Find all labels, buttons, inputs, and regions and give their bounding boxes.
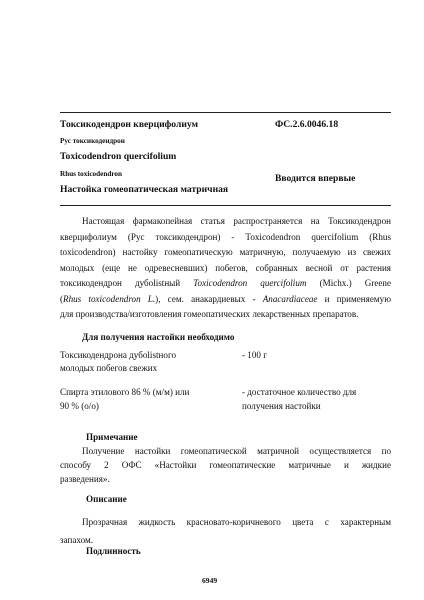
note-line: разведения».: [60, 474, 110, 484]
intro-text: (: [60, 293, 64, 304]
synonym-ru: Рус токсикодендрон: [60, 137, 125, 145]
note-heading: Примечание: [86, 432, 138, 442]
description-paragraph: [60, 513, 391, 549]
intro-line: Настоящая фармакопейная статья распространяется на Токсикодендрон: [82, 216, 391, 226]
intro-line: toxicodendron) настойку гомеопатическую матричную, получаемую из свежих: [60, 247, 391, 257]
authenticity-heading: Подлинность: [86, 546, 141, 556]
intro-line: для производства/изготовления гомеопатических лекарственных препаратов.: [60, 309, 359, 319]
intro-text: ), сем. анакардиевых -: [155, 293, 263, 304]
recipe-item2-name: 90 % (о/о): [60, 401, 99, 411]
description-heading: Описание: [86, 494, 127, 504]
intro-line: [60, 276, 391, 292]
note-line: Получение настойки гомеопатической матричной осуществляется по: [82, 446, 391, 456]
dosage-form: Настойка гомеопатическая матричная: [60, 184, 229, 195]
intro-paragraph: [60, 214, 391, 323]
note-line: способу 2 ОФС «Настойки гомеопатические матричные и жидкие: [60, 460, 391, 470]
recipe-item2-amount: - достаточное количество для: [242, 387, 357, 397]
recipe-item2-amount: получения настойки: [242, 401, 321, 411]
latin-name: Toxicodendron quercifolium: [60, 151, 177, 162]
intro-line: кверцифолиум (Рус токсикодендрон) - Toxicodendron quercifolium (Rhus: [60, 231, 391, 242]
intro-text: токсикодендрон дубolistный: [60, 278, 194, 288]
latin-synonym-inline: Rhus toxicodendron L.: [63, 293, 156, 304]
intro-text: (Michx.) Greene: [306, 278, 392, 288]
monograph-code: ФС.2.6.0046.18: [275, 119, 339, 130]
intro-text: и применяемую: [317, 293, 391, 304]
latin-synonym: Rhus toxicodendron: [60, 170, 122, 178]
latin-species: Toxicodendron quercifolium: [193, 278, 307, 288]
top-rule: [60, 112, 391, 113]
note-paragraph: [60, 444, 391, 486]
status-label: Вводится впервые: [275, 173, 356, 184]
latin-family: Anacardiaceae: [262, 293, 318, 304]
monograph-title: Токсикодендрон кверцифолиум: [60, 119, 199, 130]
intro-line: молодых (еще не одревесневших) побегов, собранных весной от растения: [60, 262, 391, 273]
intro-line: [60, 292, 391, 308]
page-number: 6949: [202, 576, 218, 585]
recipe-item1-name: Токсикодендрона дубolistного: [60, 350, 176, 360]
recipe-heading: Для получения настойки необходимо: [82, 332, 235, 342]
description-line: Прозрачная жидкость красновато-коричневого цвета с характерным: [82, 517, 391, 527]
recipe-item2-name: Спирта этилового 86 % (м/м) или: [60, 387, 190, 397]
recipe-item1-name: молодых побегов свежих: [60, 363, 158, 373]
description-line: запахом.: [60, 535, 94, 545]
header-bottom-rule: [60, 205, 391, 206]
recipe-item1-amount: - 100 г: [242, 350, 267, 360]
